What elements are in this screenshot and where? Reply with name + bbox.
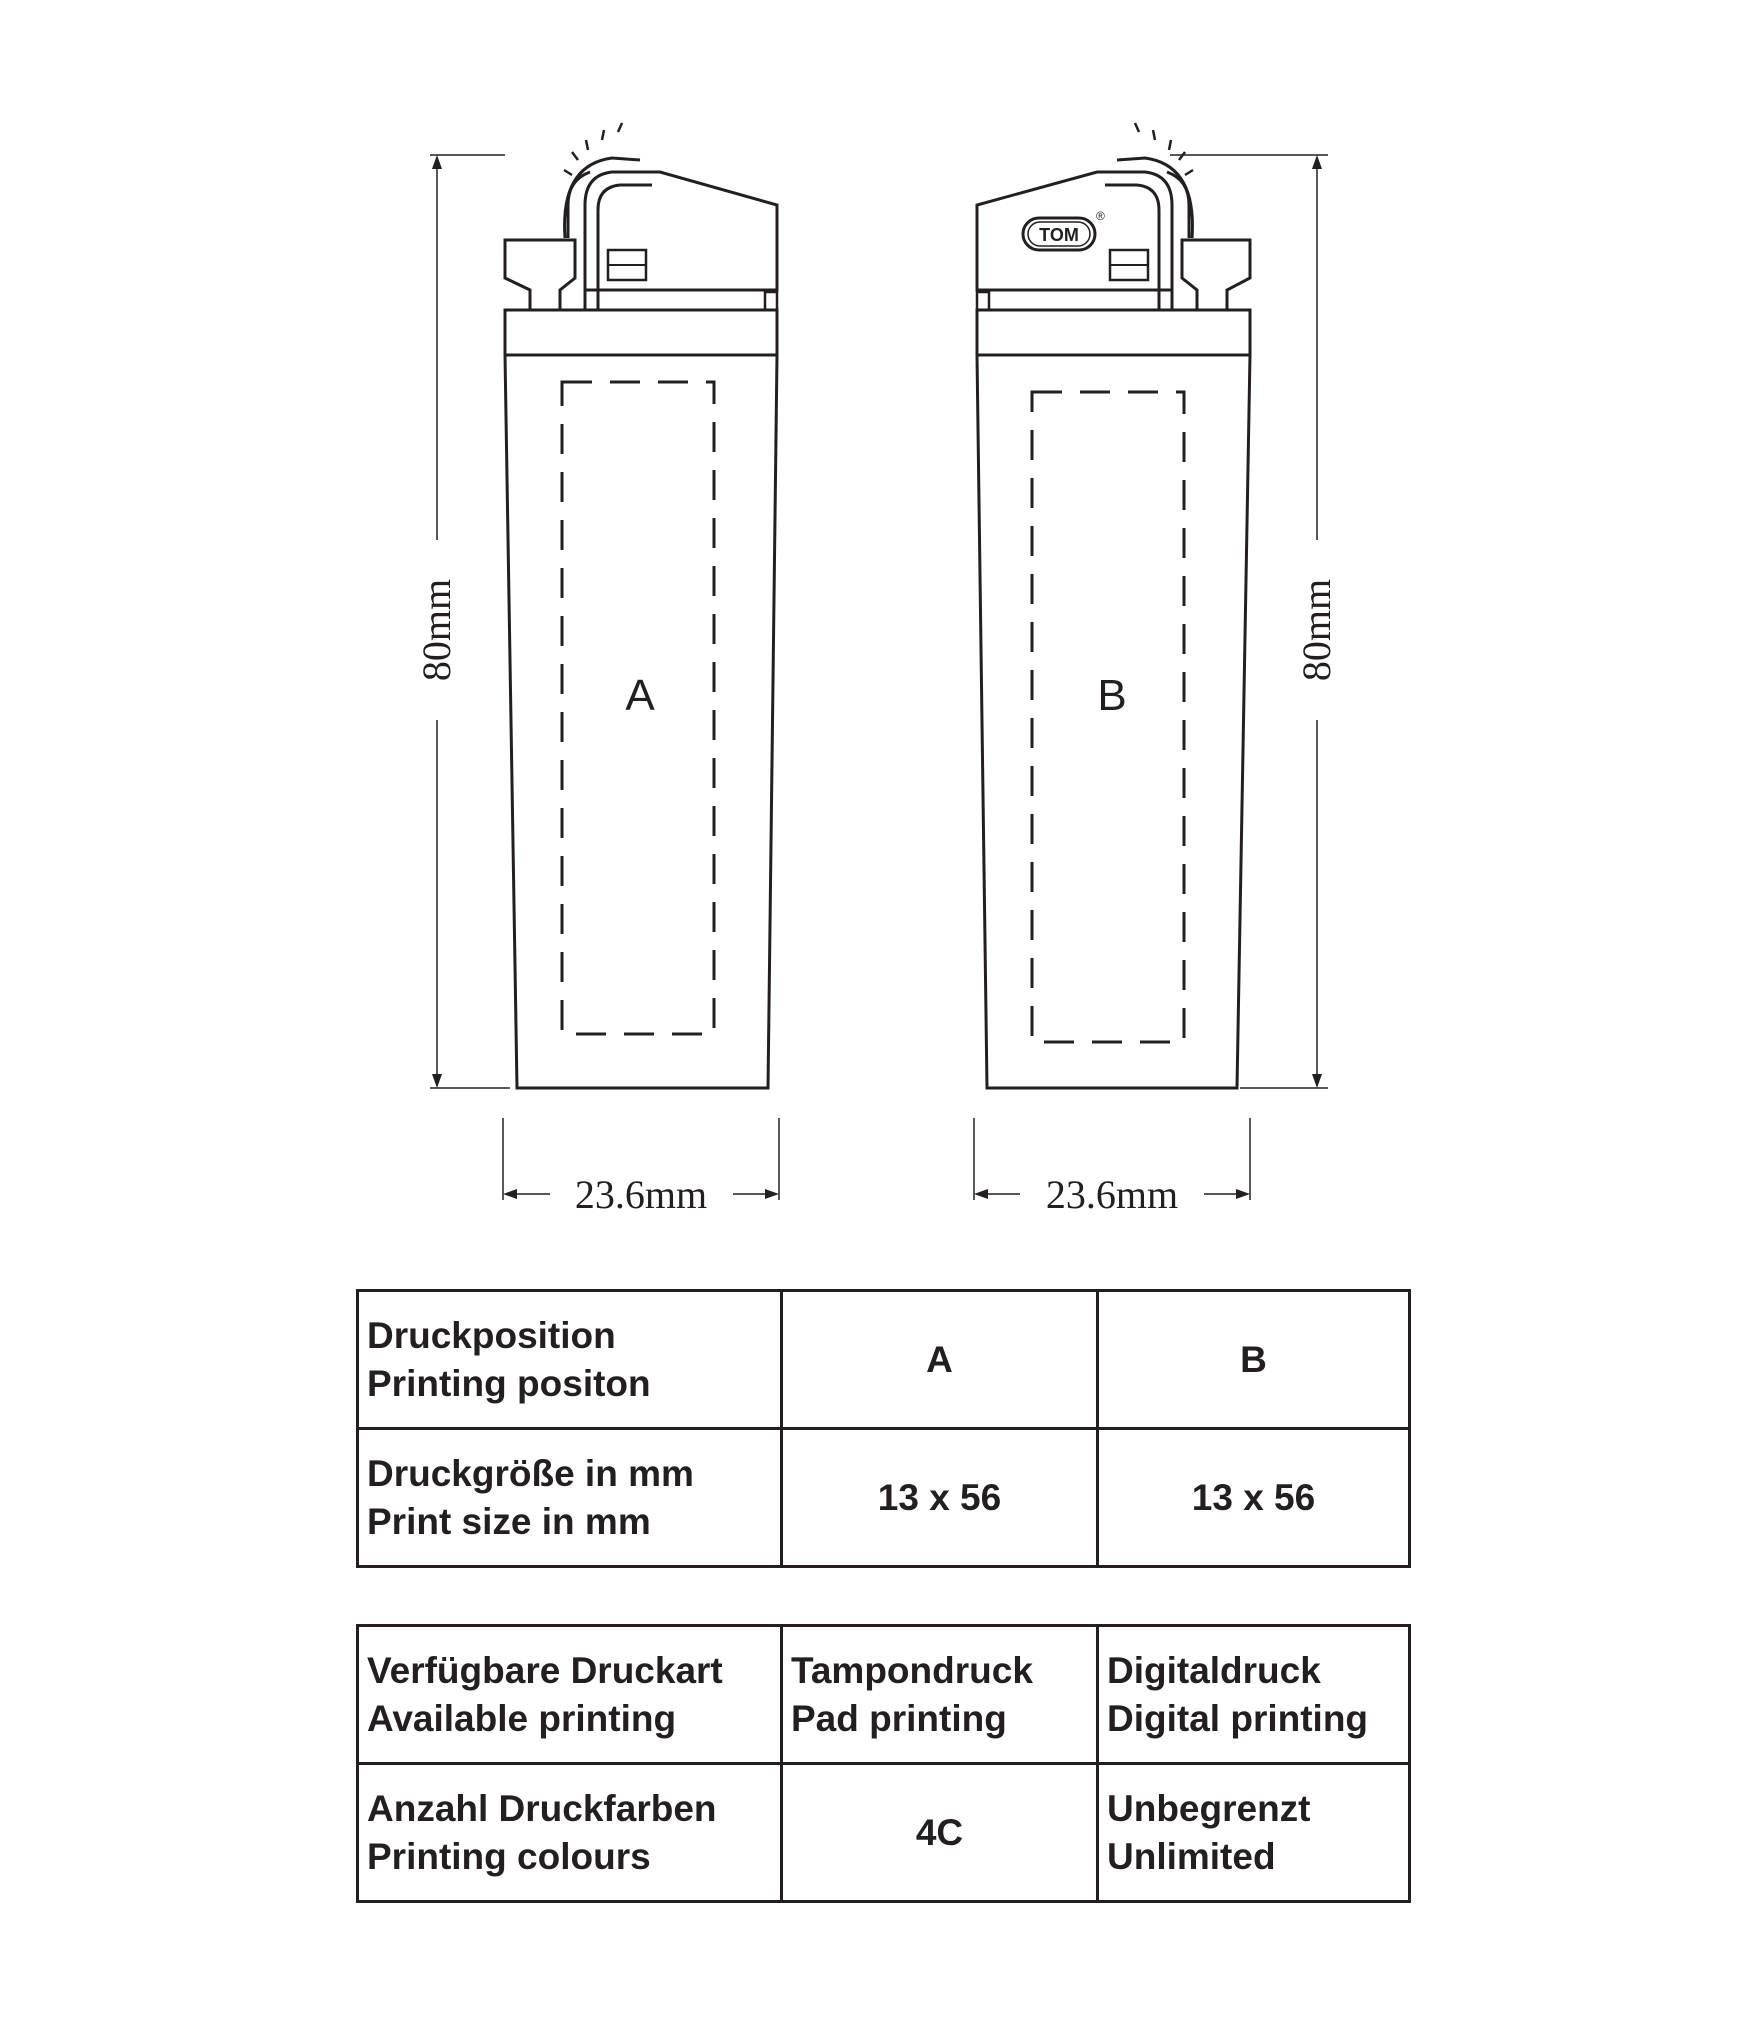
registered-mark: ® (1096, 209, 1105, 223)
tom-logo-text: TOM (1039, 225, 1079, 245)
colours-value-b: Unbegrenzt Unlimited (1098, 1764, 1410, 1902)
zone-label-b: B (1097, 671, 1127, 720)
printing-method-table (356, 1624, 1411, 1903)
row-label-printing: Verfügbare Druckart Available printing (358, 1626, 782, 1764)
column-header-a: A (782, 1291, 1098, 1429)
print-position-table (356, 1289, 1411, 1568)
column-header-b: B (1098, 1291, 1410, 1429)
flame-lever (505, 240, 575, 310)
method-value-b: Digitaldruck Digital printing (1098, 1626, 1410, 1764)
right-height-label: 80mm (1294, 578, 1339, 682)
size-value-a: 13 x 56 (782, 1429, 1098, 1567)
method-value-a: Tampondruck Pad printing (782, 1626, 1098, 1764)
flame-lever (1182, 240, 1250, 310)
row-label-colours: Anzahl Druckfarben Printing colours (358, 1764, 782, 1902)
lighter-cap (585, 172, 777, 310)
row-label-size: Druckgröße in mm Print size in mm (358, 1429, 782, 1567)
table-row (358, 1291, 1410, 1429)
row-label-position: Druckposition Printing positon (358, 1291, 782, 1429)
size-value-b: 13 x 56 (1098, 1429, 1410, 1567)
lighter-right-view (974, 123, 1328, 1200)
flint-wheel (1117, 158, 1192, 238)
left-height-label: 80mm (414, 578, 459, 682)
right-width-label: 23.6mm (1045, 1172, 1179, 1217)
left-width-label: 23.6mm (574, 1172, 708, 1217)
lighter-left-view (430, 123, 779, 1200)
table-row (358, 1429, 1410, 1567)
zone-label-a: A (625, 671, 655, 720)
colours-value-a: 4C (782, 1764, 1098, 1902)
flint-wheel (565, 158, 640, 238)
table-row (358, 1764, 1410, 1902)
table-row (358, 1626, 1410, 1764)
